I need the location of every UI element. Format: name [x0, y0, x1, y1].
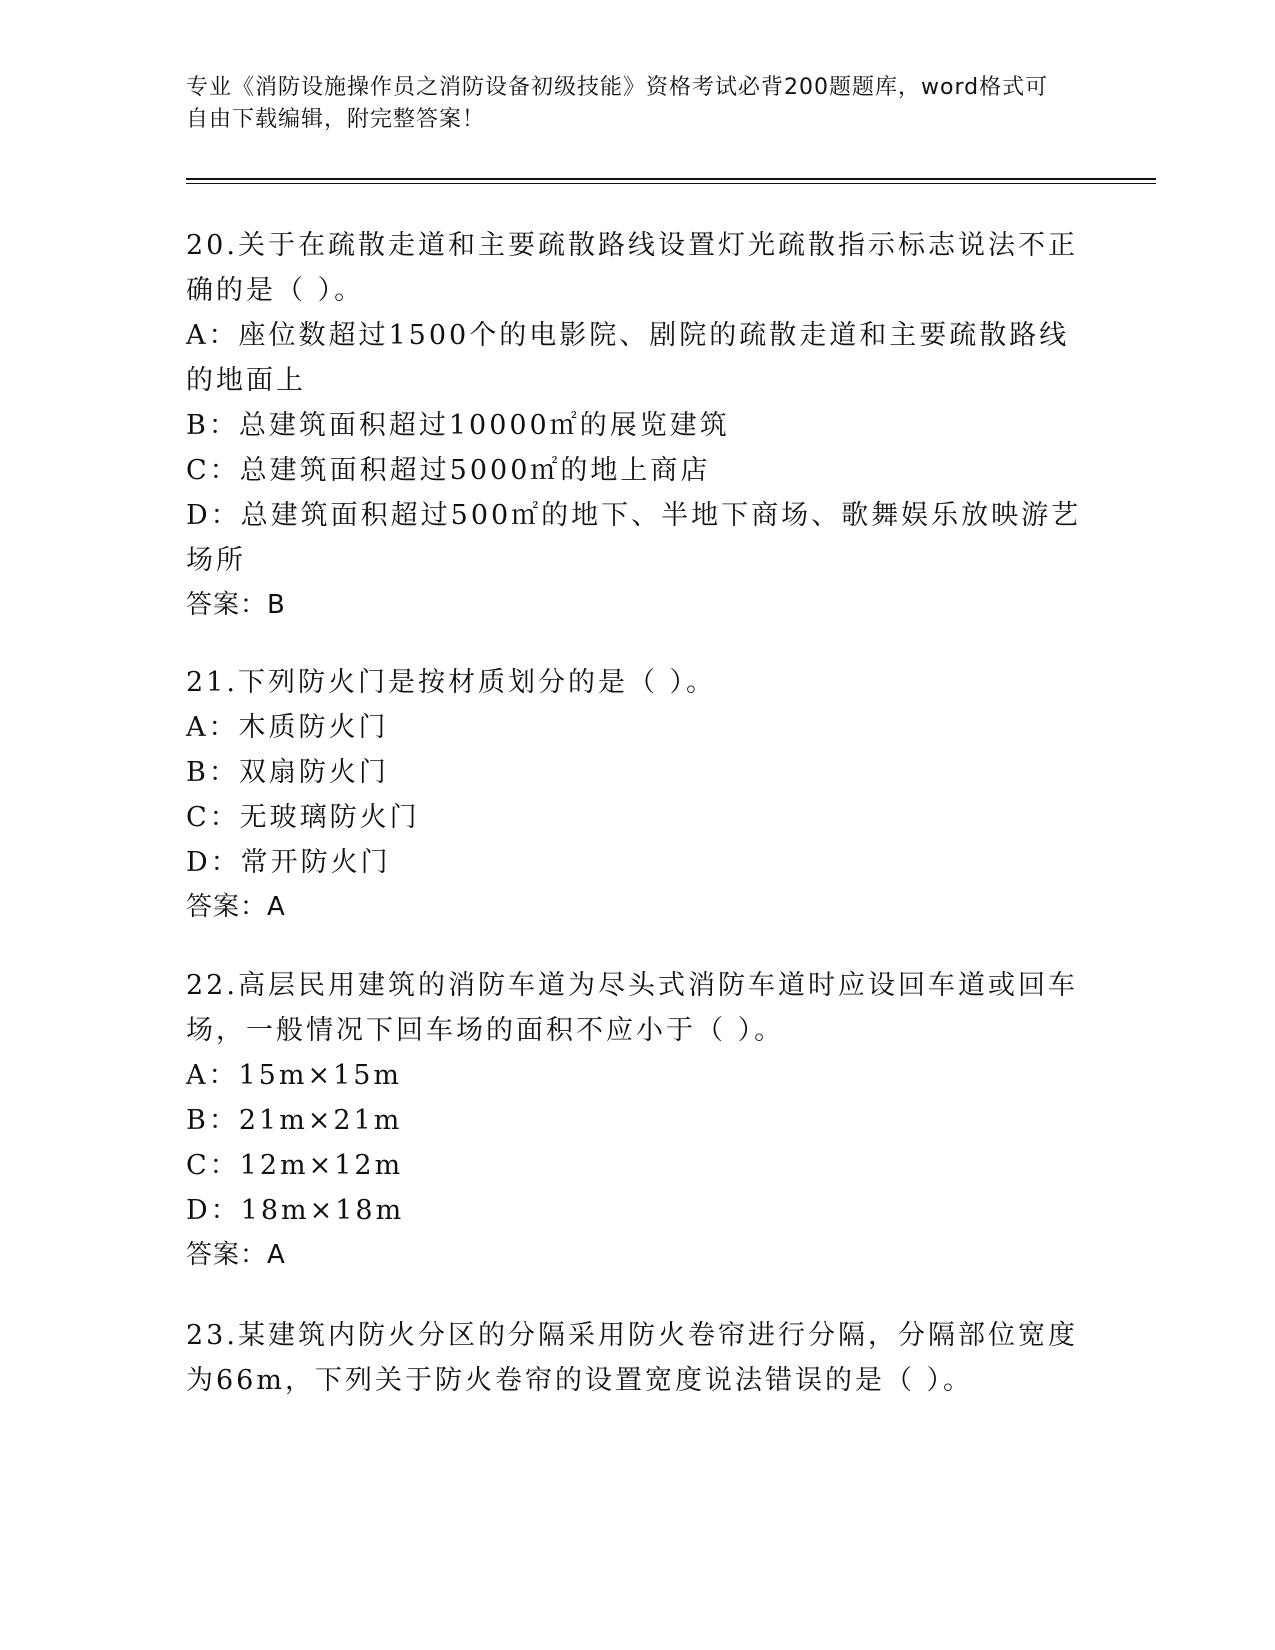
header-divider — [186, 178, 1156, 184]
option-c: C：总建筑面积超过5000㎡的地上商店 — [186, 455, 711, 486]
question-stem: 22.高层民用建筑的消防车道为尽头式消防车道时应设回车道或回车场，一般情况下回车场的面积不应小于（ ）。 — [186, 970, 1078, 1046]
option-b: B：总建筑面积超过10000㎡的展览建筑 — [186, 410, 730, 441]
answer-line: 答案：A — [186, 892, 286, 922]
question-21 — [186, 660, 1091, 930]
option-b: B：双扇防火门 — [186, 757, 389, 788]
option-d: D：总建筑面积超过500㎡的地下、半地下商场、歌舞娱乐放映游艺场所 — [186, 500, 1082, 576]
answer-line: 答案：A — [186, 1240, 286, 1270]
question-stem: 20.关于在疏散走道和主要疏散路线设置灯光疏散指示标志说法不正确的是（ ）。 — [186, 230, 1078, 306]
header-text: 专业《消防设施操作员之消防设备初级技能》资格考试必背200题题库，word格式可自由下载编辑，附完整答案！ — [186, 75, 1049, 132]
question-20 — [186, 223, 1091, 628]
option-a: A：座位数超过1500个的电影院、剧院的疏散走道和主要疏散路线的地面上 — [186, 320, 1070, 396]
option-c: C：无玻璃防火门 — [186, 802, 420, 833]
question-22 — [186, 963, 1091, 1278]
question-stem: 21.下列防火门是按材质划分的是（ ）。 — [186, 667, 717, 698]
document-header — [186, 72, 1066, 136]
question-23 — [186, 1313, 1091, 1403]
option-a: A：15m×15m — [186, 1060, 403, 1091]
question-stem: 23.某建筑内防火分区的分隔采用防火卷帘进行分隔，分隔部位宽度为66m，下列关于防火卷帘的设置宽度说法错误的是（ ）。 — [186, 1320, 1078, 1396]
option-c: C：12m×12m — [186, 1150, 404, 1181]
answer-line: 答案：B — [186, 590, 286, 620]
option-d: D：18m×18m — [186, 1195, 405, 1226]
option-d: D：常开防火门 — [186, 847, 391, 878]
option-b: B：21m×21m — [186, 1105, 403, 1136]
option-a: A：木质防火门 — [186, 712, 389, 743]
